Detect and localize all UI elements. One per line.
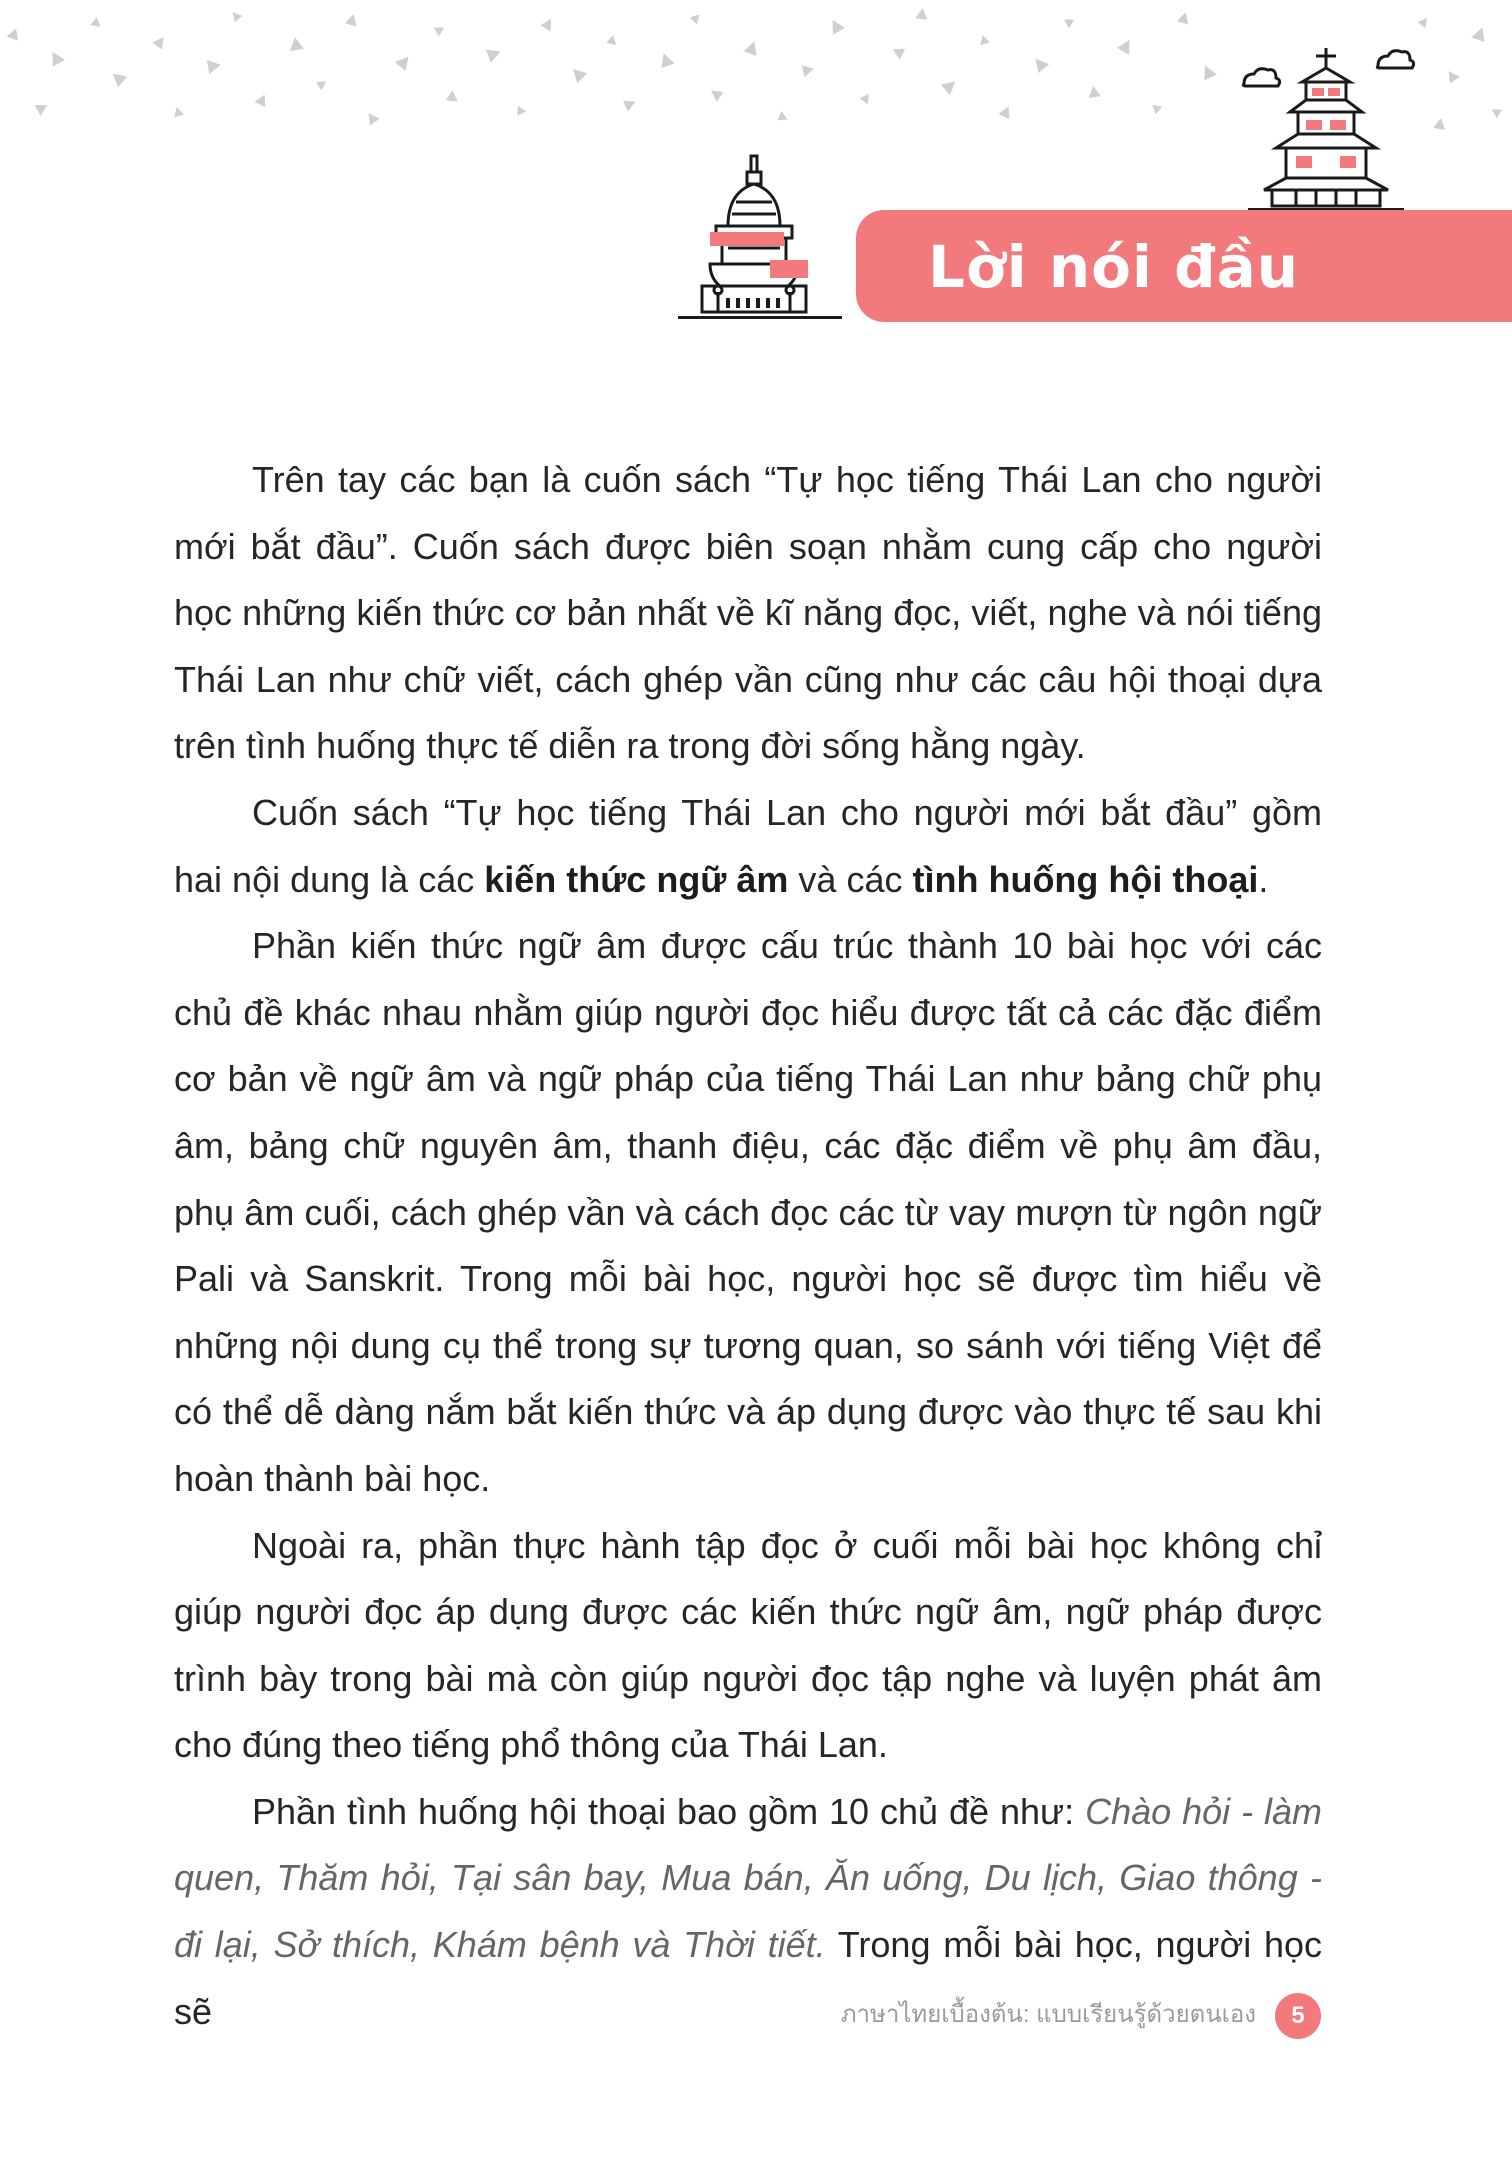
bold-phrase: kiến thức ngữ âm [484,858,789,900]
bold-phrase: tình huống hội thoại [912,858,1259,900]
paragraph [174,780,1322,913]
italic-phrase: Chào hỏi - làm quen, Thăm hỏi, Tại sân bay, Mua bán, Ăn uống, Du lịch, Giao thông - đi lại, Sở thích, Khám bệnh và Thời tiết. [174,1790,1323,1966]
book-title-footer: ภาษาไทยเบื้องต้น: แบบเรียนรู้ด้วยตนเอง [840,2001,1256,2028]
paragraph [174,1513,1322,1779]
page-number-badge: 5 [1275,1993,1321,2039]
paragraph [174,913,1322,1512]
cloud-left [1243,69,1279,86]
text-run: Cuốn sách “Tự học tiếng Thái Lan cho người mới bắt đầu” gồm hai nội dung là các [174,791,1322,900]
text-run: . [1258,858,1269,900]
text-run: Trong mỗi bài học, người học sẽ [174,1924,1323,2032]
preface-body [174,447,1322,2045]
paragraph [174,447,1322,780]
text-run: Ngoài ra, phần thực hành tập đọc ở cuối mỗi bài học không chỉ giúp người đọc áp dụng được các kiến thức ngữ âm, ngữ pháp được trình bày trong bài mà còn giúp người đọc tập nghe và luyện phát âm cho đúng theo tiếng phổ thông của Thái Lan. [174,1524,1322,1766]
cloud-right [1377,51,1413,68]
stupa-icon [670,148,850,324]
text-run: Phần tình huống hội thoại bao gồm 10 chủ đề như: [252,1790,1086,1832]
page-title: Lời nói đầu [928,233,1300,301]
text-run: và các [788,858,913,900]
pagoda-icon [1236,40,1416,216]
text-run: Phần kiến thức ngữ âm được cấu trúc thành 10 bài học với các chủ đề khác nhau nhằm giúp người đọc hiểu được tất cả các đặc điểm cơ bản về ngữ âm và ngữ pháp của tiếng Thái Lan như bảng chữ phụ âm, bảng chữ nguyên âm, thanh điệu, các đặc điểm về phụ âm đầu, phụ âm cuối, cách ghép vần và cách đọc các từ vay mượn từ ngôn ngữ Pali và Sanskrit. Trong mỗi bài học, người học sẽ được tìm hiểu về những nội dung cụ thể trong sự tương quan, so sánh với tiếng Việt để có thể dễ dàng nắm bắt kiến thức và áp dụng được vào thực tế sau khi hoàn thành bài học. [174,925,1322,1499]
text-run: Trên tay các bạn là cuốn sách “Tự học tiếng Thái Lan cho người mới bắt đầu”. Cuốn sách được biên soạn nhằm cung cấp cho người học những kiến thức cơ bản nhất về kĩ năng đọc, viết, nghe và nói tiếng Thái Lan như chữ viết, cách ghép vần cũng như các câu hội thoại dựa trên tình huống thực tế diễn ra trong đời sống hằng ngày. [174,459,1322,767]
